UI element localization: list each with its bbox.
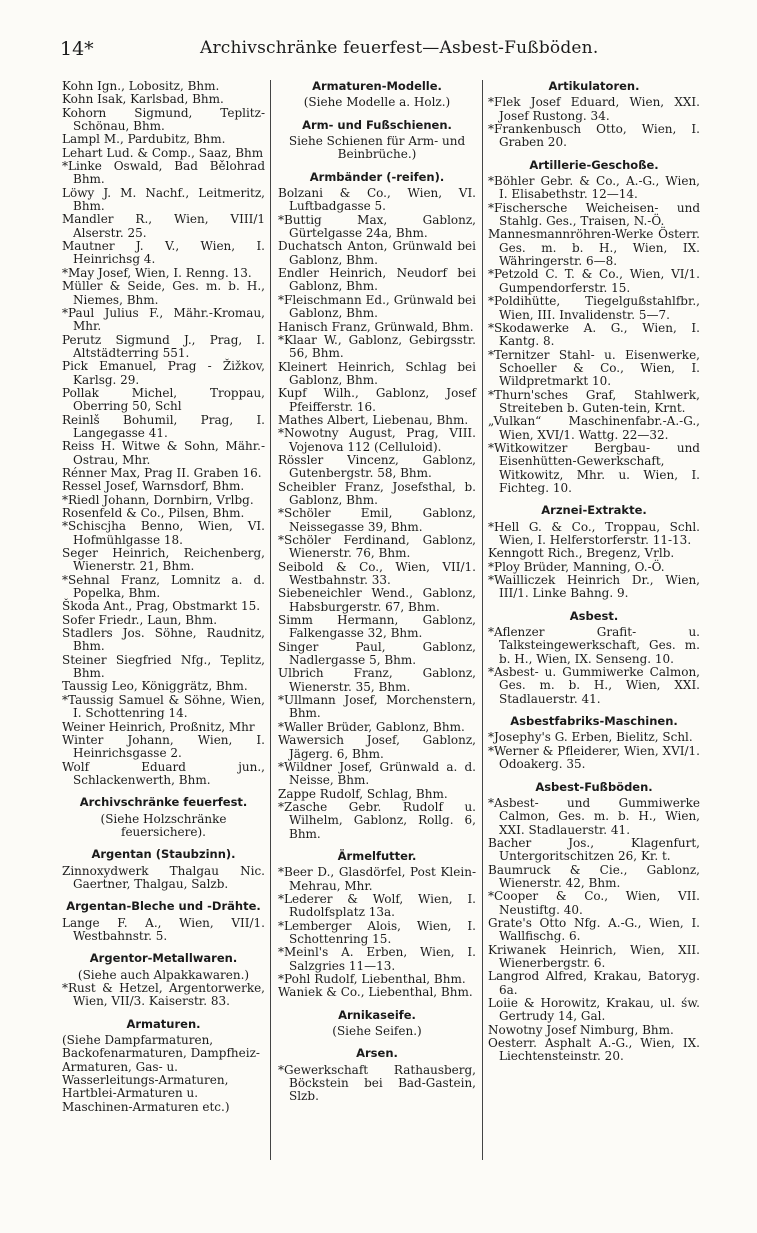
directory-entry: Baumruck & Cie., Gablonz, Wienerstr. 42, Bhm. — [488, 862, 700, 890]
directory-entry: Mathes Albert, Liebenau, Bhm. — [278, 412, 469, 427]
directory-entry: Sofer Friedr., Laun, Bhm. — [62, 612, 218, 627]
column-rule-left — [270, 80, 271, 1160]
directory-entry: Loiie & Horowitz, Krakau, ul. św. Gertrudy 14, Gal. — [488, 996, 700, 1024]
directory-entry: *Asbest- und Gummiwerke Calmon, Ges. m. b. H., Wien, XXI. Stadlauerstr. 41. — [488, 795, 700, 837]
directory-entry: Kupf Wilh., Gablonz, Josef Pfeifferstr. 16. — [278, 386, 476, 414]
directory-entry: *Schöler Ferdinand, Gablonz, Wienerstr. 76, Bhm. — [278, 533, 476, 561]
cross-reference: (Siehe auch Alpakkawaren.) — [77, 967, 250, 982]
directory-entry: *Skodawerke A. G., Wien, I. Kantg. 8. — [488, 320, 700, 349]
directory-entry: Lampl M., Pardubitz, Bhm. — [62, 132, 226, 147]
directory-entry: *Lemberger Alois, Wien, I. Schottenring 15. — [278, 918, 476, 946]
directory-entry: *Lederer & Wolf, Wien, I. Rudolfsplatz 13a. — [278, 891, 476, 920]
directory-entry: *Klaar W., Gablonz, Gebirgsstr. 56, Bhm. — [278, 332, 476, 361]
directory-entry: *Fischersche Weicheisen- und Stahlg. Ges., Traisen, N.-Ö. — [488, 200, 700, 229]
section-heading: Artillerie-Geschoße. — [529, 157, 659, 172]
directory-entry: *Poldihütte, Tiegelgußstahlfbr., Wien, III. Invalidenstr. 5—7. — [488, 294, 700, 322]
directory-entry: Ressel Josef, Warnsdorf, Bhm. — [62, 479, 245, 494]
cross-reference: (Siehe Seifen.) — [332, 1024, 422, 1039]
directory-entry: *Ploy Brüder, Manning, O.-Ö. — [488, 559, 665, 574]
directory-entry: *Flek Josef Eduard, Wien, XXI. Josef Rustong. 34. — [488, 95, 700, 123]
section-heading: Asbest. — [569, 608, 619, 623]
directory-entry: *Linke Oswald, Bad Bělohrad Bhm. — [62, 159, 265, 187]
directory-entry: *Paul Julius F., Mähr.-Kromau, Mhr. — [62, 305, 265, 334]
directory-entry: Bolzani & Co., Wien, VI. Luftbadgasse 5. — [278, 186, 476, 214]
directory-entry: *Sehnal Franz, Lomnitz a. d. Popelka, Bhm. — [62, 572, 265, 601]
section-heading: Arsen. — [356, 1046, 398, 1061]
column-rule-right — [482, 80, 483, 1160]
column-left — [62, 80, 265, 1114]
column-right — [488, 80, 700, 1064]
directory-entry: Stadlers Jos. Söhne, Raudnitz, Bhm. — [62, 626, 265, 654]
page-number: 14* — [60, 38, 94, 60]
directory-entry: Škoda Ant., Prag, Obstmarkt 15. — [62, 599, 261, 614]
directory-entry: Perutz Sigmund J., Prag, I. Altstädterring 551. — [62, 332, 265, 360]
directory-entry: Wawersich Josef, Gablonz, Jägerg. 6, Bhm. — [278, 733, 476, 761]
directory-entry: Mautner J. V., Wien, I. Heinrichsg 4. — [62, 239, 265, 267]
cross-reference: (Siehe Holzschränke feuersichere). — [100, 811, 227, 839]
section-heading: Ärmelfutter. — [337, 848, 417, 863]
directory-entry: *Werner & Pfleiderer, Wien, XVI/1. Odoakerg. 35. — [488, 743, 700, 772]
directory-entry: Waniek & Co., Liebenthal, Bhm. — [278, 985, 473, 1000]
directory-entry: *Waller Brüder, Gablonz, Bhm. — [278, 719, 465, 734]
directory-entry: Rössler Vincenz, Gablonz, Gutenbergstr. 58, Bhm. — [278, 452, 476, 481]
directory-entry: Steiner Siegfried Nfg., Teplitz, Bhm. — [62, 652, 265, 681]
directory-entry: Seger Heinrich, Reichenberg, Wienerstr. 21, Bhm. — [62, 546, 265, 574]
directory-entry: Kohn Ign., Lobositz, Bhm. — [62, 79, 220, 93]
directory-entry: *Frankenbusch Otto, Wien, I. Graben 20. — [488, 122, 700, 150]
directory-entry: *Pohl Rudolf, Liebenthal, Bhm. — [278, 972, 466, 986]
directory-entry: *Witkowitzer Bergbau- und Eisenhütten-Gewerkschaft, Witkowitz, Mhr. u. Wien, I. Fichteg. 10. — [488, 440, 700, 495]
directory-entry: Rosenfeld & Co., Pilsen, Bhm. — [62, 506, 245, 520]
directory-entry: Hanisch Franz, Grünwald, Bhm. — [278, 319, 474, 334]
directory-entry: *Buttig Max, Gablonz, Gürtelgasse 24a, Bhm. — [278, 212, 476, 241]
directory-entry: Zappe Rudolf, Schlag, Bhm. — [278, 786, 448, 801]
directory-entry: Mandler R., Wien, VIII/1 Alserstr. 25. — [62, 212, 265, 240]
directory-entry: Seibold & Co., Wien, VII/1. Westbahnstr. 33. — [278, 559, 476, 588]
running-title: Archivschränke feuerfest—Asbest-Fußböden. — [200, 38, 599, 58]
directory-entry: *Wailliczek Heinrich Dr., Wien, III/1. Linke Bahng. 9. — [488, 573, 700, 601]
directory-entry: *May Josef, Wien, I. Renng. 13. — [62, 265, 252, 280]
directory-entry: Lange F. A., Wien, VII/1. Westbahnstr. 5. — [62, 915, 265, 943]
directory-entry: Oesterr. Asphalt A.-G., Wien, IX. Liechtensteinstr. 20. — [488, 1036, 700, 1064]
directory-entry: Pick Emanuel, Prag - Žižkov, Karlsg. 29. — [62, 359, 265, 387]
directory-entry: Scheibler Franz, Josefsthal, b. Gablonz, Bhm. — [278, 479, 476, 507]
directory-entry: *Ternitzer Stahl- u. Eisenwerke, Schoeller & Co., Wien, I. Wildpretmarkt 10. — [488, 347, 700, 389]
directory-entry: Ulbrich Franz, Gablonz, Wienerstr. 35, Bhm. — [278, 666, 476, 694]
directory-entry: Pollak Michel, Troppau, Oberring 50, Schl — [62, 385, 265, 414]
directory-entry: Kriwanek Heinrich, Wien, XII. Wienerbergstr. 6. — [488, 942, 700, 970]
directory-entry: *Schiscjha Benno, Wien, VI. Hofmühlgasse 18. — [62, 519, 265, 547]
directory-entry: *Nowotny August, Prag, VIII. Vojenova 112 (Celluloid). — [278, 426, 476, 454]
directory-entry: Langrod Alfred, Krakau, Batoryg. 6a. — [488, 969, 700, 997]
page-header — [0, 38, 757, 68]
directory-entry: *Ullmann Josef, Morchenstern, Bhm. — [278, 693, 476, 721]
section-heading: Armbänder (-reifen). — [309, 169, 445, 184]
directory-entry: Duchatsch Anton, Grünwald bei Gablonz, Bhm. — [278, 239, 476, 267]
cross-reference: (Siehe Dampfarmaturen, Backofenarmaturen, Dampfheiz-Armaturen, Gas- u. Wasserleitungs-Armaturen, Hartblei-Armaturen u. Maschinen-Armaturen etc.) — [62, 1033, 260, 1114]
directory-entry: Grate's Otto Nfg. A.-G., Wien, I. Wallfischg. 6. — [488, 915, 700, 944]
directory-entry: Winter Johann, Wien, I. Heinrichsgasse 2. — [62, 732, 265, 761]
directory-entry: *Fleischmann Ed., Grünwald bei Gablonz, Bhm. — [278, 292, 476, 321]
directory-entry: Reiss H. Witwe & Sohn, Mähr.-Ostrau, Mhr. — [62, 439, 265, 467]
section-heading: Arnikaseife. — [338, 1007, 416, 1022]
directory-entry: Rénner Max, Prag II. Graben 16. — [62, 465, 262, 480]
directory-entry: Kleinert Heinrich, Schlag bei Gablonz, Bhm. — [278, 359, 476, 387]
directory-entry: *Hell G. & Co., Troppau, Schl. Wien, I. Helferstorferstr. 11-13. — [488, 519, 700, 547]
directory-entry: Wolf Eduard jun., Schlackenwerth, Bhm. — [62, 759, 265, 787]
directory-entry: *Schöler Emil, Gablonz, Neissegasse 39, Bhm. — [278, 506, 476, 534]
directory-entry: Kenngott Rich., Bregenz, Vrlb. — [488, 546, 675, 561]
section-heading: Armaturen. — [126, 1016, 201, 1031]
directory-entry: *Cooper & Co., Wien, VII. Neustiftg. 40. — [488, 889, 700, 917]
directory-entry: Zinnoxydwerk Thalgau Nic. Gaertner, Thalgau, Salzb. — [62, 863, 265, 891]
directory-entry: Endler Heinrich, Neudorf bei Gablonz, Bhm. — [278, 266, 476, 294]
directory-entry: Reinlš Bohumil, Prag, I. Langegasse 41. — [62, 412, 265, 440]
cross-reference: Siehe Schienen für Arm- und Beinbrüche.) — [288, 134, 466, 162]
directory-entry: Müller & Seide, Ges. m. b. H., Niemes, Bhm. — [62, 279, 265, 307]
directory-entry: *Beer D., Glasdörfel, Post Klein-Mehrau, Mhr. — [278, 865, 476, 893]
section-heading: Armaturen-Modelle. — [312, 79, 442, 93]
directory-entry: Löwy J. M. Nachf., Leitmeritz, Bhm. — [62, 185, 265, 214]
directory-entry: Simm Hermann, Gablonz, Falkengasse 32, Bhm. — [278, 613, 476, 641]
directory-entry: *Gewerkschaft Rathausberg, Böckstein bei Bad-Gastein, Slzb. — [278, 1062, 476, 1104]
directory-entry: *Zasche Gebr. Rudolf u. Wilhelm, Gablonz, Rollg. 6, Bhm. — [278, 799, 476, 841]
section-heading: Archivschränke feuerfest. — [79, 795, 248, 810]
directory-entry: Siebeneichler Wend., Gablonz, Habsburgerstr. 67, Bhm. — [278, 586, 476, 614]
directory-entry: Weiner Heinrich, Proßnitz, Mhr — [62, 719, 255, 734]
directory-entry: Kohn Isak, Karlsbad, Bhm. — [62, 92, 224, 107]
directory-entry: Taussig Leo, Königgrätz, Bhm. — [62, 679, 248, 694]
directory-entry: *Asbest- u. Gummiwerke Calmon, Ges. m. b. H., Wien, XXI. Stadlauerstr. 41. — [488, 665, 700, 706]
directory-entry: *Aflenzer Grafit- u. Talksteingewerkschaft, Ges. m. b. H., Wien, IX. Senseng. 10. — [488, 625, 700, 666]
directory-entry: *Wildner Josef, Grünwald a. d. Neisse, Bhm. — [278, 759, 476, 788]
section-heading: Argentan-Bleche und -Drähte. — [66, 899, 261, 914]
directory-entry: *Petzold C. T. & Co., Wien, VI/1. Gumpendorferstr. 15. — [488, 267, 700, 295]
directory-entry: Mannesmannröhren-Werke Österr. Ges. m. b. H., Wien, IX. Währingerstr. 6—8. — [488, 227, 700, 269]
section-heading: Asbest-Fußböden. — [535, 779, 653, 794]
directory-entry: Nowotny Josef Nimburg, Bhm. — [488, 1022, 674, 1037]
section-heading: Asbestfabriks-Maschinen. — [510, 714, 678, 729]
directory-entry: *Meinl's A. Erben, Wien, I. Salzgries 11—13. — [278, 945, 476, 973]
directory-entry: Singer Paul, Gablonz, Nadlergasse 5, Bhm. — [278, 639, 476, 668]
directory-entry: *Böhler Gebr. & Co., A.-G., Wien, I. Elisabethstr. 12—14. — [488, 174, 700, 202]
section-heading: Argentor-Metallwaren. — [89, 951, 238, 966]
directory-entry: „Vulkan“ Maschinenfabr.-A.-G., Wien, XVI/1. Wattg. 22—32. — [488, 414, 700, 442]
section-heading: Artikulatoren. — [548, 79, 640, 93]
directory-entry: *Rust & Hetzel, Argentorwerke, Wien, VII/3. Kaiserstr. 83. — [62, 981, 265, 1009]
section-heading: Arm- und Fußschienen. — [302, 117, 452, 132]
directory-entry: *Josephy's G. Erben, Bielitz, Schl. — [488, 730, 693, 745]
column-middle — [278, 80, 476, 1104]
directory-entry: *Taussig Samuel & Söhne, Wien, I. Schottenring 14. — [62, 692, 265, 721]
directory-entry: *Thurn'sches Graf, Stahlwerk, Streiteben b. Guten-tein, Krnt. — [488, 387, 700, 415]
directory-entry: *Riedl Johann, Dornbirn, Vrlbg. — [62, 492, 254, 507]
section-heading: Arznei-Extrakte. — [541, 503, 647, 518]
directory-entry: Bacher Jos., Klagenfurt, Untergoritschitzen 26, Kr. t. — [488, 835, 700, 864]
directory-entry: Lehart Lud. & Comp., Saaz, Bhm — [62, 145, 264, 160]
section-heading: Argentan (Staubzinn). — [91, 847, 236, 862]
directory-entry: Kohorn Sigmund, Teplitz-Schönau, Bhm. — [62, 105, 265, 134]
cross-reference: (Siehe Modelle a. Holz.) — [303, 95, 451, 110]
